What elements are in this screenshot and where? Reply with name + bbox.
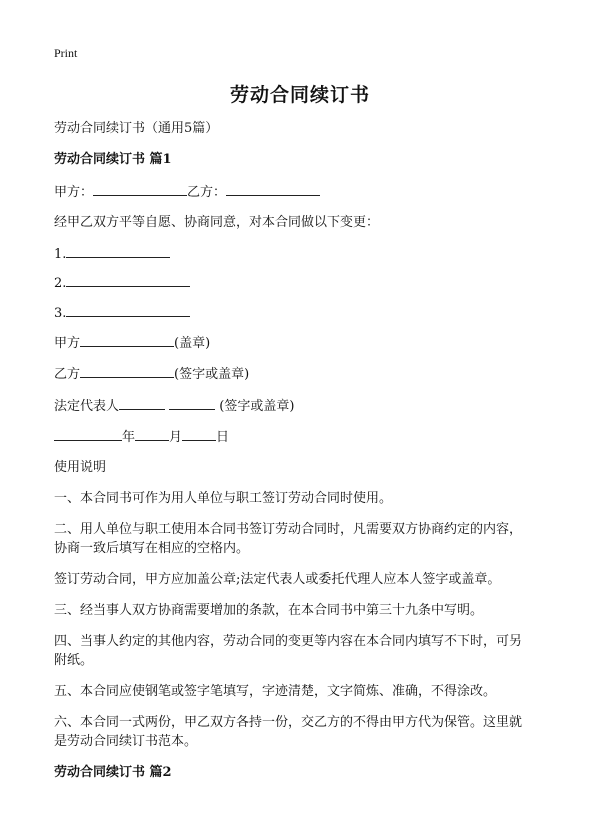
month-blank xyxy=(135,427,169,441)
month-label: 月 xyxy=(169,430,183,445)
sign-a-blank xyxy=(80,333,174,347)
usage-heading: 使用说明 xyxy=(54,460,107,475)
item-2-blank xyxy=(66,273,190,287)
sign-a-label: 甲方 xyxy=(54,336,81,351)
usage-2a: 二、用人单位与职工使用本合同书签订劳动合同时，凡需要双方协商约定的内容， xyxy=(54,522,523,537)
party-a-label: 甲方： xyxy=(54,185,94,200)
day-label: 日 xyxy=(216,430,230,445)
day-blank xyxy=(182,427,216,441)
print-link[interactable]: Print xyxy=(54,46,78,60)
usage-2c: 签订劳动合同，甲方应加盖公章;法定代表人或委托代理人应本人签字或盖章。 xyxy=(54,572,501,587)
sign-a-suffix: (盖章) xyxy=(174,336,211,351)
usage-3: 三、经当事人双方协商需要增加的条款，在本合同书中第三十九条中写明。 xyxy=(54,603,484,618)
party-b-label: 乙方： xyxy=(187,185,227,200)
legal-rep-blank-1 xyxy=(119,396,165,410)
item-3-number: 3. xyxy=(54,306,67,321)
sign-b-suffix: (签字或盖章) xyxy=(174,367,250,382)
sign-a-line xyxy=(54,333,566,354)
year-label: 年 xyxy=(122,430,136,445)
sign-b-blank xyxy=(80,364,174,378)
document-subtitle: 劳动合同续订书（通用5篇） xyxy=(54,121,219,136)
usage-6a: 六、本合同一式两份，甲乙双方各持一份，交乙方的不得由甲方代为保管。这里就 xyxy=(54,715,523,730)
usage-5: 五、本合同应使钢笔或签字笔填写，字迹清楚，文字简炼、准确，不得涂改。 xyxy=(54,684,497,699)
item-2-number: 2. xyxy=(54,276,67,291)
change-item-3 xyxy=(54,303,566,324)
legal-rep-blank-2 xyxy=(169,396,215,410)
section2-heading: 劳动合同续订书 篇2 xyxy=(54,765,172,780)
item-1-blank xyxy=(66,244,170,258)
usage-6b: 是劳动合同续订书范本。 xyxy=(54,734,198,749)
date-line xyxy=(54,427,566,448)
item-3-blank xyxy=(66,303,190,317)
sign-b-line xyxy=(54,364,566,385)
party-b-blank xyxy=(226,182,320,196)
change-item-1 xyxy=(54,244,566,265)
party-a-blank xyxy=(93,182,187,196)
change-item-2 xyxy=(54,273,566,294)
intro-text: 经甲乙双方平等自愿、协商同意，对本合同做以下变更： xyxy=(54,215,380,230)
usage-2b: 协商一致后填写在相应的空格内。 xyxy=(54,541,250,556)
legal-rep-suffix: (签字或盖章) xyxy=(219,399,295,414)
usage-1: 一、本合同书可作为用人单位与职工签订劳动合同时使用。 xyxy=(54,491,393,506)
section1-heading: 劳动合同续订书 篇1 xyxy=(54,152,172,167)
year-blank xyxy=(54,427,122,441)
usage-4a: 四、当事人约定的其他内容，劳动合同的变更等内容在本合同内填写不下时，可另 xyxy=(54,634,523,649)
legal-rep-label: 法定代表人 xyxy=(54,399,120,414)
item-1-number: 1. xyxy=(54,247,67,262)
document-title: 劳动合同续订书 xyxy=(229,84,370,106)
usage-4b: 附纸。 xyxy=(54,653,94,668)
legal-rep-line xyxy=(54,396,566,417)
sign-b-label: 乙方 xyxy=(54,367,81,382)
parties-line xyxy=(54,182,566,203)
